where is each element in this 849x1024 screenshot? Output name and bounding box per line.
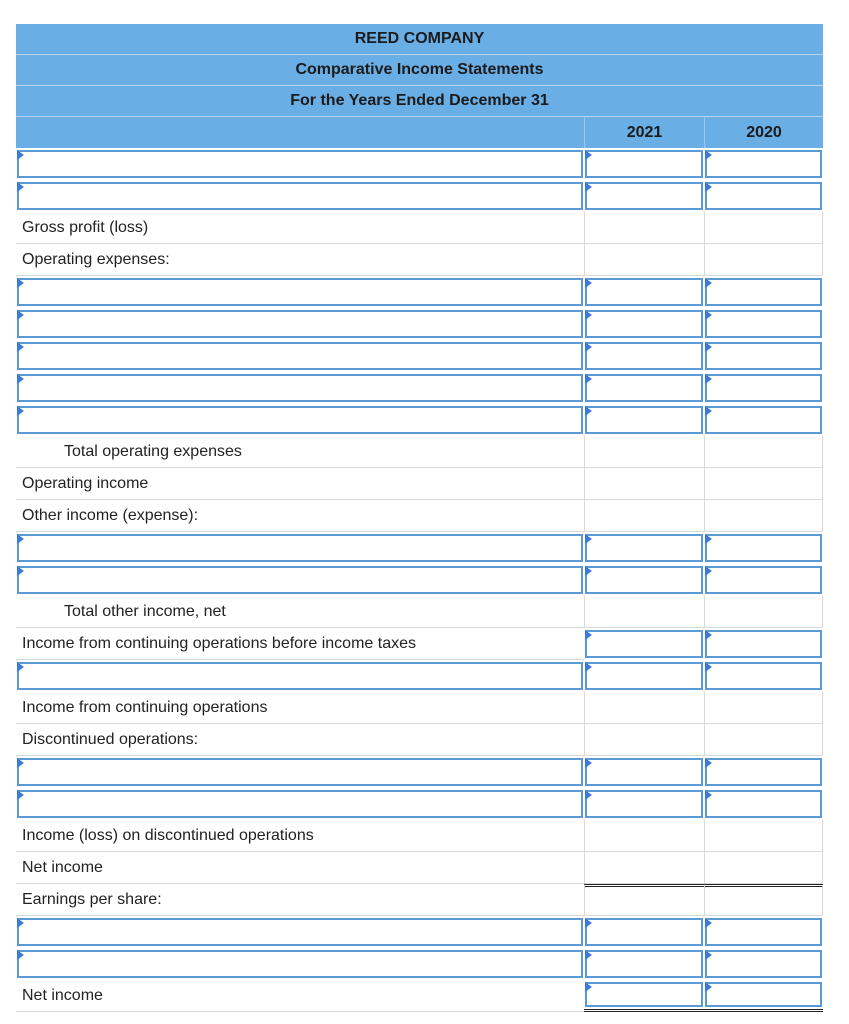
- earnings-per-share-label: Earnings per share:: [22, 891, 162, 908]
- amount-2020-input-11[interactable]: [705, 758, 822, 786]
- dropdown-arrow-icon: [705, 534, 712, 544]
- income-continuing-ops-2021: [584, 692, 704, 724]
- eps-net-income-2020-input[interactable]: [705, 982, 822, 1007]
- dropdown-arrow-icon: [585, 342, 592, 352]
- amount-2020-input-14[interactable]: [705, 950, 822, 978]
- dropdown-arrow-icon: [17, 950, 24, 960]
- label-dropdown-4[interactable]: [17, 310, 583, 338]
- label-dropdown-9[interactable]: [17, 566, 583, 594]
- dropdown-arrow-icon: [705, 310, 712, 320]
- income-discontinued-ops-label: Income (loss) on discontinued operations: [22, 827, 314, 844]
- total-other-income-row: [16, 596, 823, 628]
- amount-2020-input-13[interactable]: [705, 918, 822, 946]
- dropdown-arrow-icon: [585, 950, 592, 960]
- dropdown-arrow-icon: [585, 630, 592, 640]
- input-row-9: [16, 564, 823, 596]
- amount-2021-input-11[interactable]: [585, 758, 703, 786]
- total-other-income-label: Total other income, net: [64, 603, 226, 620]
- dropdown-arrow-icon: [705, 278, 712, 288]
- operating-income-row: [16, 468, 823, 500]
- gross-profit-2021: [584, 212, 704, 244]
- income-discontinued-ops-2021: [584, 820, 704, 852]
- dropdown-arrow-icon: [17, 342, 24, 352]
- label-dropdown-6[interactable]: [17, 374, 583, 402]
- dropdown-arrow-icon: [17, 278, 24, 288]
- gross-profit-label: Gross profit (loss): [22, 219, 149, 236]
- operating-expenses-row: [16, 244, 823, 276]
- other-income-label: Other income (expense):: [22, 507, 199, 524]
- amount-2020-input-4[interactable]: [705, 310, 822, 338]
- net-income-row: [16, 852, 823, 884]
- amount-2021-input-5[interactable]: [585, 342, 703, 370]
- dropdown-arrow-icon: [585, 758, 592, 768]
- dropdown-arrow-icon: [705, 374, 712, 384]
- year-2020-header: 2020: [704, 117, 823, 148]
- amount-2020-input-6[interactable]: [705, 374, 822, 402]
- dropdown-arrow-icon: [705, 918, 712, 928]
- label-dropdown-10[interactable]: [17, 662, 583, 690]
- eps-net-income-label: Net income: [22, 987, 103, 1004]
- input-row-1: [16, 148, 823, 180]
- dropdown-arrow-icon: [705, 758, 712, 768]
- input-row-14: [16, 948, 823, 980]
- dropdown-arrow-icon: [705, 982, 712, 992]
- discontinued-ops-label: Discontinued operations:: [22, 731, 199, 748]
- income-discontinued-ops-row: [16, 820, 823, 852]
- amount-2021-input-9[interactable]: [585, 566, 703, 594]
- dropdown-arrow-icon: [585, 406, 592, 416]
- dropdown-arrow-icon: [585, 182, 592, 192]
- amount-2020-input-3[interactable]: [705, 278, 822, 306]
- year-2021-header: 2021: [584, 117, 704, 148]
- dropdown-arrow-icon: [585, 662, 592, 672]
- label-dropdown-3[interactable]: [17, 278, 583, 306]
- dropdown-arrow-icon: [585, 374, 592, 384]
- dropdown-arrow-icon: [705, 662, 712, 672]
- input-row-2: [16, 180, 823, 212]
- dropdown-arrow-icon: [705, 630, 712, 640]
- label-dropdown-14[interactable]: [17, 950, 583, 978]
- dropdown-arrow-icon: [585, 310, 592, 320]
- statement-title: Comparative Income Statements: [295, 61, 544, 78]
- header-period-row: [16, 86, 823, 117]
- dropdown-arrow-icon: [17, 918, 24, 928]
- total-operating-expenses-2021: [584, 436, 704, 468]
- total-other-income-2020: [704, 596, 823, 628]
- input-row-5: [16, 340, 823, 372]
- amount-2021-input-3[interactable]: [585, 278, 703, 306]
- dropdown-arrow-icon: [585, 790, 592, 800]
- period-title: For the Years Ended December 31: [290, 92, 549, 109]
- amount-2020-input-1[interactable]: [705, 150, 822, 178]
- input-row-12: [16, 788, 823, 820]
- amount-2021-input-8[interactable]: [585, 534, 703, 562]
- dropdown-arrow-icon: [585, 982, 592, 992]
- label-dropdown-8[interactable]: [17, 534, 583, 562]
- amount-2021-input-12[interactable]: [585, 790, 703, 818]
- dropdown-arrow-icon: [17, 662, 24, 672]
- label-dropdown-2[interactable]: [17, 182, 583, 210]
- company-name: REED COMPANY: [354, 30, 485, 47]
- dropdown-arrow-icon: [17, 310, 24, 320]
- header-company-row: [16, 24, 823, 55]
- input-row-13: [16, 916, 823, 948]
- input-row-4: [16, 308, 823, 340]
- net-income-2021: [584, 852, 704, 884]
- amount-2020-input-5[interactable]: [705, 342, 822, 370]
- dropdown-arrow-icon: [17, 374, 24, 384]
- amount-2021-input-6[interactable]: [585, 374, 703, 402]
- input-row-10: [16, 660, 823, 692]
- amount-2020-input-7[interactable]: [705, 406, 822, 434]
- other-income-row: [16, 500, 823, 532]
- gross-profit-2020: [704, 212, 823, 244]
- dropdown-arrow-icon: [585, 150, 592, 160]
- operating-expenses-label: Operating expenses:: [22, 251, 170, 268]
- label-dropdown-13[interactable]: [17, 918, 583, 946]
- income-before-taxes-label: Income from continuing operations before income taxes: [22, 635, 416, 652]
- amount-2021-input-7[interactable]: [585, 406, 703, 434]
- earnings-per-share-row: [16, 884, 823, 916]
- amount-2021-input-4[interactable]: [585, 310, 703, 338]
- label-dropdown-12[interactable]: [17, 790, 583, 818]
- net-income-2020: [704, 852, 823, 884]
- label-dropdown-11[interactable]: [17, 758, 583, 786]
- dropdown-arrow-icon: [17, 790, 24, 800]
- total-operating-expenses-label: Total operating expenses: [64, 443, 242, 460]
- dropdown-arrow-icon: [585, 566, 592, 576]
- dropdown-arrow-icon: [705, 182, 712, 192]
- income-before-taxes-2020-input[interactable]: [705, 630, 822, 658]
- discontinued-ops-row: [16, 724, 823, 756]
- input-row-11: [16, 756, 823, 788]
- amount-2021-input-14[interactable]: [585, 950, 703, 978]
- income-before-taxes-2021-input[interactable]: [585, 630, 703, 658]
- header-statement-row: [16, 55, 823, 86]
- total-operating-expenses-row: [16, 436, 823, 468]
- income-continuing-ops-label: Income from continuing operations: [22, 699, 268, 716]
- dropdown-arrow-icon: [17, 566, 24, 576]
- dropdown-arrow-icon: [17, 182, 24, 192]
- operating-income-label: Operating income: [22, 475, 149, 492]
- amount-2020-input-12[interactable]: [705, 790, 822, 818]
- year-header-row: [16, 117, 823, 148]
- amount-2021-input-2[interactable]: [585, 182, 703, 210]
- operating-income-2021: [584, 468, 704, 500]
- amount-2020-input-9[interactable]: [705, 566, 822, 594]
- dropdown-arrow-icon: [705, 950, 712, 960]
- income-statement-table: [16, 24, 823, 1012]
- dropdown-arrow-icon: [17, 534, 24, 544]
- income-continuing-ops-2020: [704, 692, 823, 724]
- dropdown-arrow-icon: [17, 758, 24, 768]
- income-discontinued-ops-2020: [704, 820, 823, 852]
- net-income-label: Net income: [22, 859, 103, 876]
- amount-2021-input-10[interactable]: [585, 662, 703, 690]
- label-dropdown-1[interactable]: [17, 150, 583, 178]
- dropdown-arrow-icon: [585, 278, 592, 288]
- dropdown-arrow-icon: [705, 406, 712, 416]
- input-row-6: [16, 372, 823, 404]
- input-row-8: [16, 532, 823, 564]
- amount-2020-input-8[interactable]: [705, 534, 822, 562]
- label-dropdown-7[interactable]: [17, 406, 583, 434]
- dropdown-arrow-icon: [705, 150, 712, 160]
- operating-income-2020: [704, 468, 823, 500]
- input-row-3: [16, 276, 823, 308]
- eps-net-income-2021-input[interactable]: [585, 982, 703, 1007]
- amount-2020-input-10[interactable]: [705, 662, 822, 690]
- eps-net-income-row: [16, 980, 823, 1012]
- total-other-income-2021: [584, 596, 704, 628]
- input-row-7: [16, 404, 823, 436]
- dropdown-arrow-icon: [705, 342, 712, 352]
- dropdown-arrow-icon: [705, 566, 712, 576]
- label-dropdown-5[interactable]: [17, 342, 583, 370]
- income-continuing-ops-row: [16, 692, 823, 724]
- dropdown-arrow-icon: [705, 790, 712, 800]
- dropdown-arrow-icon: [17, 406, 24, 416]
- gross-profit-row: [16, 212, 823, 244]
- dropdown-arrow-icon: [17, 150, 24, 160]
- amount-2020-input-2[interactable]: [705, 182, 822, 210]
- amount-2021-input-13[interactable]: [585, 918, 703, 946]
- income-before-taxes-row: [16, 628, 823, 660]
- year-header-blank: [16, 117, 584, 148]
- dropdown-arrow-icon: [585, 918, 592, 928]
- dropdown-arrow-icon: [585, 534, 592, 544]
- amount-2021-input-1[interactable]: [585, 150, 703, 178]
- total-operating-expenses-2020: [704, 436, 823, 468]
